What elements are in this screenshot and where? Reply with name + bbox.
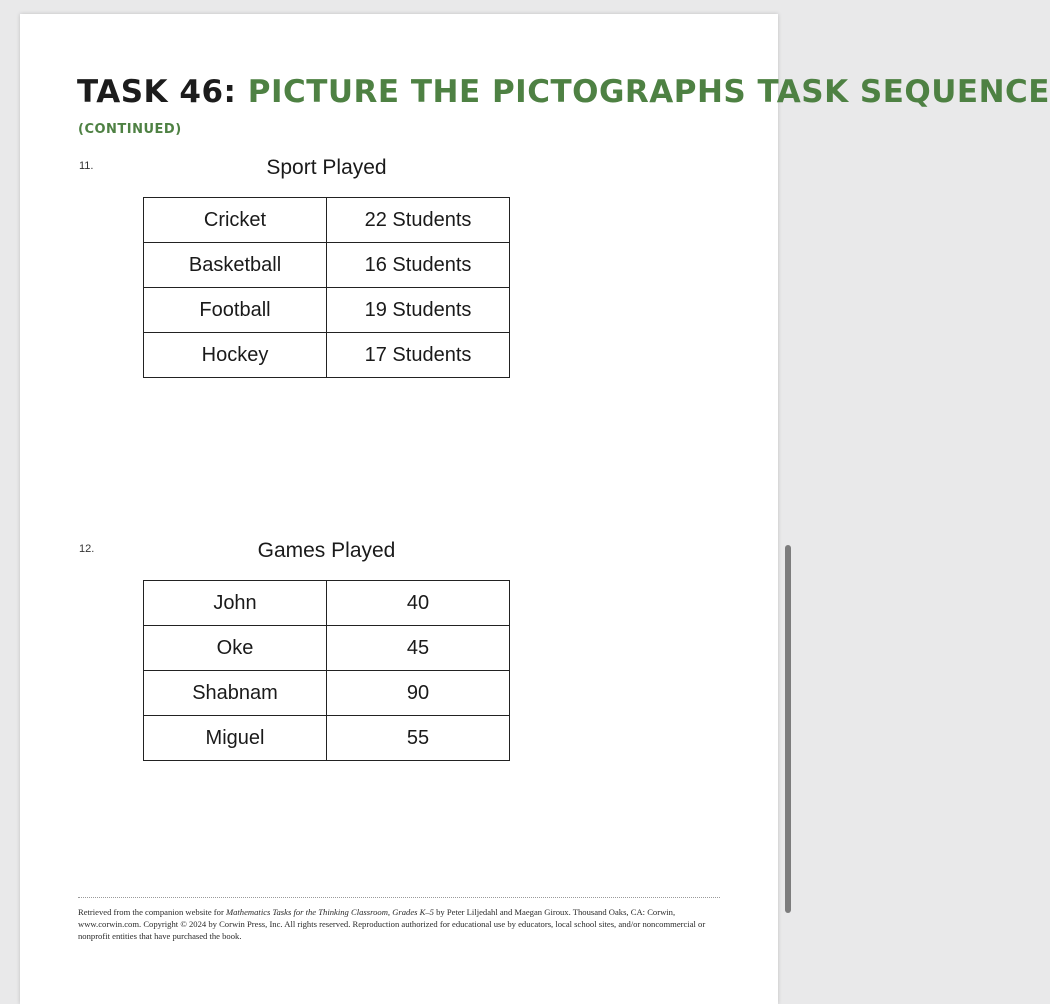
table-cell-label: Shabnam bbox=[144, 671, 327, 716]
table-row bbox=[144, 671, 510, 716]
table-cell-value: 40 bbox=[327, 581, 510, 626]
task-12-caption: Games Played bbox=[257, 539, 396, 562]
table-cell-label: Football bbox=[144, 288, 327, 333]
copyright-footer bbox=[78, 906, 723, 942]
table-row bbox=[144, 581, 510, 626]
games-played-table bbox=[143, 580, 510, 761]
table-cell-label: Oke bbox=[144, 626, 327, 671]
table-cell-value: 22 Students bbox=[327, 198, 510, 243]
task-title bbox=[77, 74, 1050, 110]
table-row bbox=[144, 288, 510, 333]
task-number-label: TASK 46: bbox=[77, 74, 237, 110]
table-cell-label: Basketball bbox=[144, 243, 327, 288]
scrollbar-thumb[interactable] bbox=[785, 545, 791, 913]
footer-text-end: by Peter Liljedahl and Maegan Giroux. Thousand Oaks, CA: Corwin, www.corwin.com. Copyright © 2024 by Corwin Press, Inc. All rights reserved. Reproduction authorized for educational use by educators, local school sites, and/or noncommercial or nonprofit entities that have purchased the book. bbox=[78, 907, 706, 941]
table-cell-label: Miguel bbox=[144, 716, 327, 761]
table-cell-value: 90 bbox=[327, 671, 510, 716]
document-page bbox=[20, 14, 1050, 1004]
table-cell-value: 17 Students bbox=[327, 333, 510, 378]
task-11-number: 11. bbox=[79, 160, 94, 172]
table-cell-label: Hockey bbox=[144, 333, 327, 378]
sport-played-table bbox=[143, 197, 510, 378]
table-row bbox=[144, 243, 510, 288]
table-cell-label: Cricket bbox=[144, 198, 327, 243]
footer-divider bbox=[78, 897, 720, 898]
footer-book-title: Mathematics Tasks for the Thinking Classroom, Grades K–5 bbox=[225, 907, 434, 917]
table-cell-value: 55 bbox=[327, 716, 510, 761]
continued-label: (CONTINUED) bbox=[78, 122, 182, 137]
table-cell-value: 19 Students bbox=[327, 288, 510, 333]
table-cell-value: 16 Students bbox=[327, 243, 510, 288]
task-11-caption: Sport Played bbox=[266, 156, 387, 179]
table-cell-label: John bbox=[144, 581, 327, 626]
task-title-text: PICTURE THE PICTOGRAPHS TASK SEQUENCE bbox=[247, 74, 1050, 110]
table-row bbox=[144, 333, 510, 378]
table-row bbox=[144, 716, 510, 761]
footer-text-start: Retrieved from the companion website for bbox=[78, 907, 226, 917]
table-row bbox=[144, 198, 510, 243]
task-12-number: 12. bbox=[79, 543, 95, 555]
table-cell-value: 45 bbox=[327, 626, 510, 671]
table-row bbox=[144, 626, 510, 671]
